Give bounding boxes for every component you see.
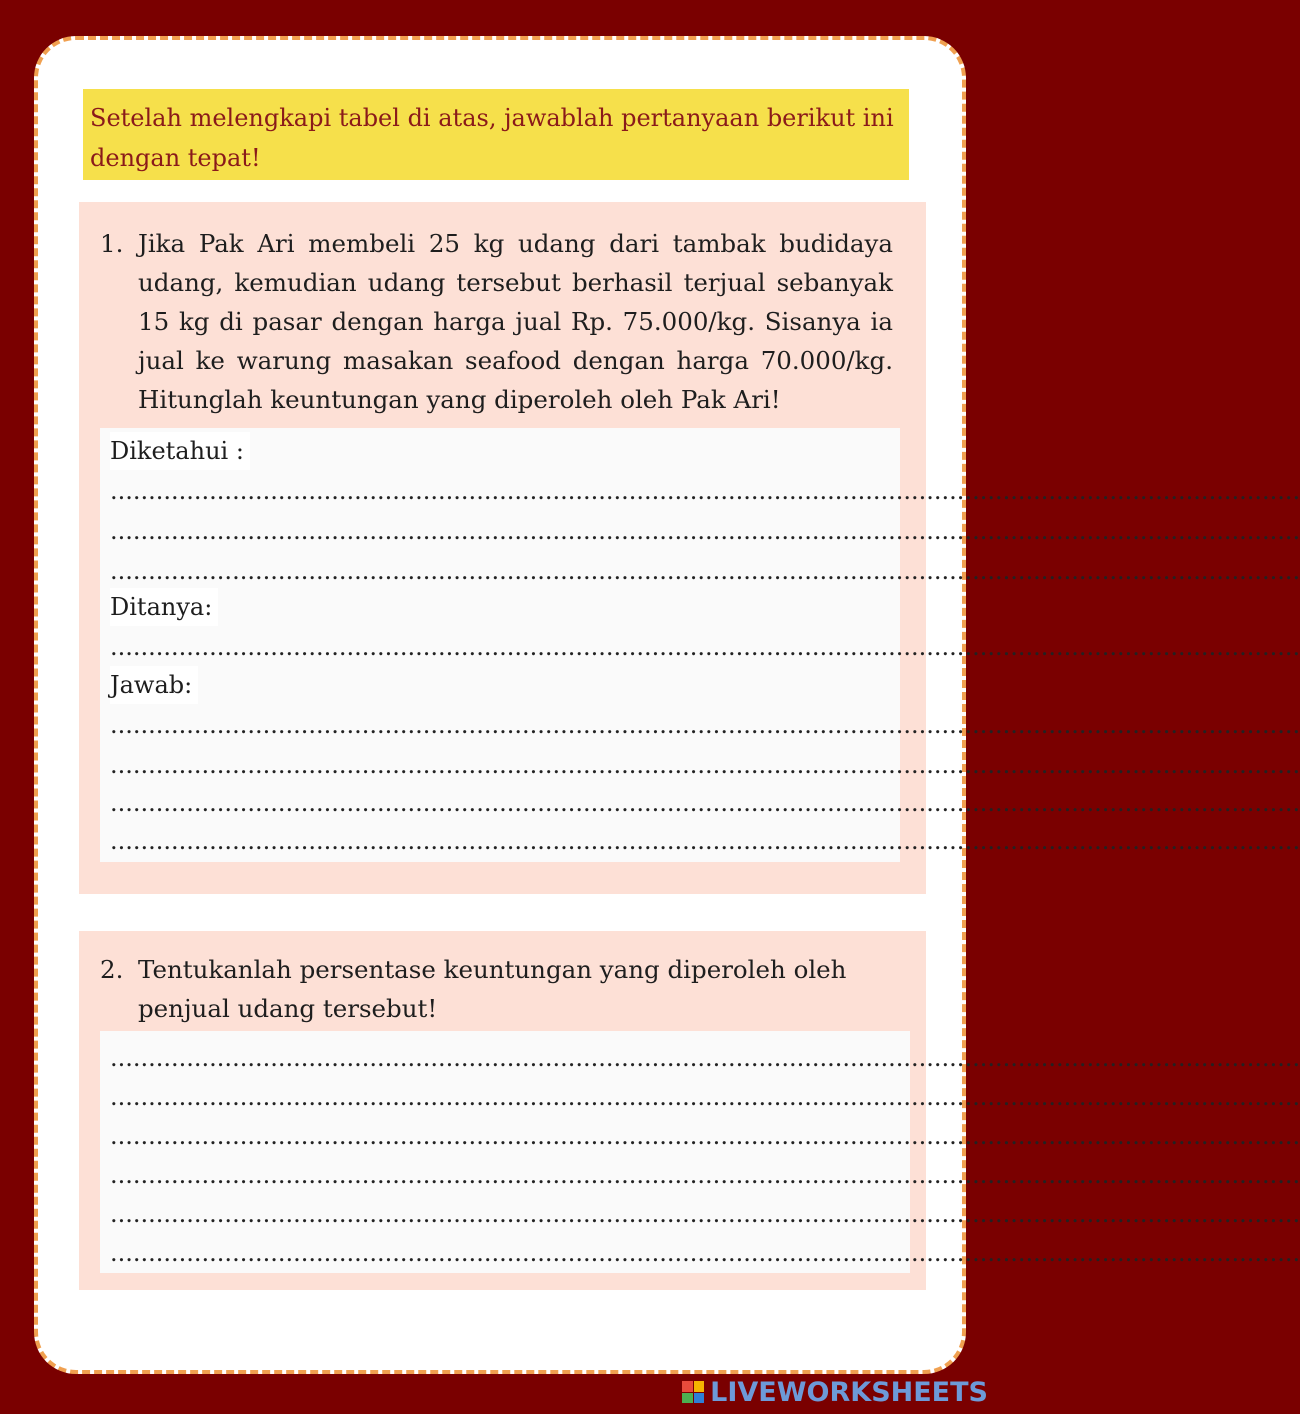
instruction-text: Setelah melengkapi tabel di atas, jawablah pertanyaan berikut ini dengan tepat! bbox=[90, 104, 894, 172]
question-1-number: 1. bbox=[100, 229, 124, 258]
answer-line[interactable]: ............................................................................................................................................................ bbox=[110, 557, 1300, 585]
liveworksheets-logo-icon bbox=[682, 1381, 704, 1403]
answer-line[interactable]: ............................................................................................................................................................ bbox=[110, 1044, 1300, 1072]
jawab-label: Jawab: bbox=[110, 666, 198, 704]
jawab-row bbox=[110, 666, 884, 704]
answer-line[interactable]: ............................................................................................................................................................ bbox=[110, 477, 1300, 505]
question-2-number: 2. bbox=[100, 955, 124, 984]
answer-line[interactable]: ............................................................................................................................................................ bbox=[110, 1161, 1300, 1189]
answer-line[interactable]: ............................................................................................................................................................ bbox=[110, 789, 1300, 817]
question-2-answer-box[interactable] bbox=[100, 1031, 1300, 1273]
question-2 bbox=[100, 950, 893, 1030]
question-2-text: Tentukanlah persentase keuntungan yang diperoleh oleh penjual udang tersebut! bbox=[138, 955, 847, 1023]
answer-line[interactable]: ............................................................................................................................................................ bbox=[110, 517, 1300, 545]
answer-line[interactable]: ............................................................................................................................................................ bbox=[110, 751, 1300, 779]
answer-line[interactable]: ............................................................................................................................................................ bbox=[110, 633, 1300, 661]
watermark-text: LIVEWORKSHEETS bbox=[710, 1376, 988, 1408]
answer-line[interactable]: ............................................................................................................................................................ bbox=[110, 1083, 1300, 1111]
diketahui-label: Diketahui : bbox=[110, 432, 250, 470]
question-1 bbox=[100, 224, 893, 424]
answer-line[interactable]: ............................................................................................................................................................ bbox=[110, 1200, 1300, 1228]
instruction-banner bbox=[83, 89, 909, 180]
answer-line[interactable]: ............................................................................................................................................................ bbox=[110, 1239, 1300, 1267]
question-1-text: Jika Pak Ari membeli 25 kg udang dari tambak budidaya udang, kemudian udang tersebut berhasil terjual sebanyak 15 kg di pasar dengan harga jual Rp. 75.000/kg. Sisanya ia jual ke warung masakan seafood dengan harga 70.000/kg. Hitunglah keuntungan yang diperoleh oleh Pak Ari! bbox=[138, 229, 893, 414]
ditanya-label: Ditanya: bbox=[110, 588, 218, 626]
answer-line[interactable]: ............................................................................................................................................................ bbox=[110, 1122, 1300, 1150]
diketahui-row bbox=[110, 432, 884, 470]
ditanya-row bbox=[110, 588, 884, 626]
liveworksheets-watermark[interactable] bbox=[682, 1378, 988, 1406]
question-1-answer-box[interactable] bbox=[100, 428, 1300, 862]
answer-line[interactable]: ............................................................................................................................................................ bbox=[110, 711, 1300, 739]
answer-line[interactable]: ............................................................................................................................................................ bbox=[110, 827, 1300, 855]
